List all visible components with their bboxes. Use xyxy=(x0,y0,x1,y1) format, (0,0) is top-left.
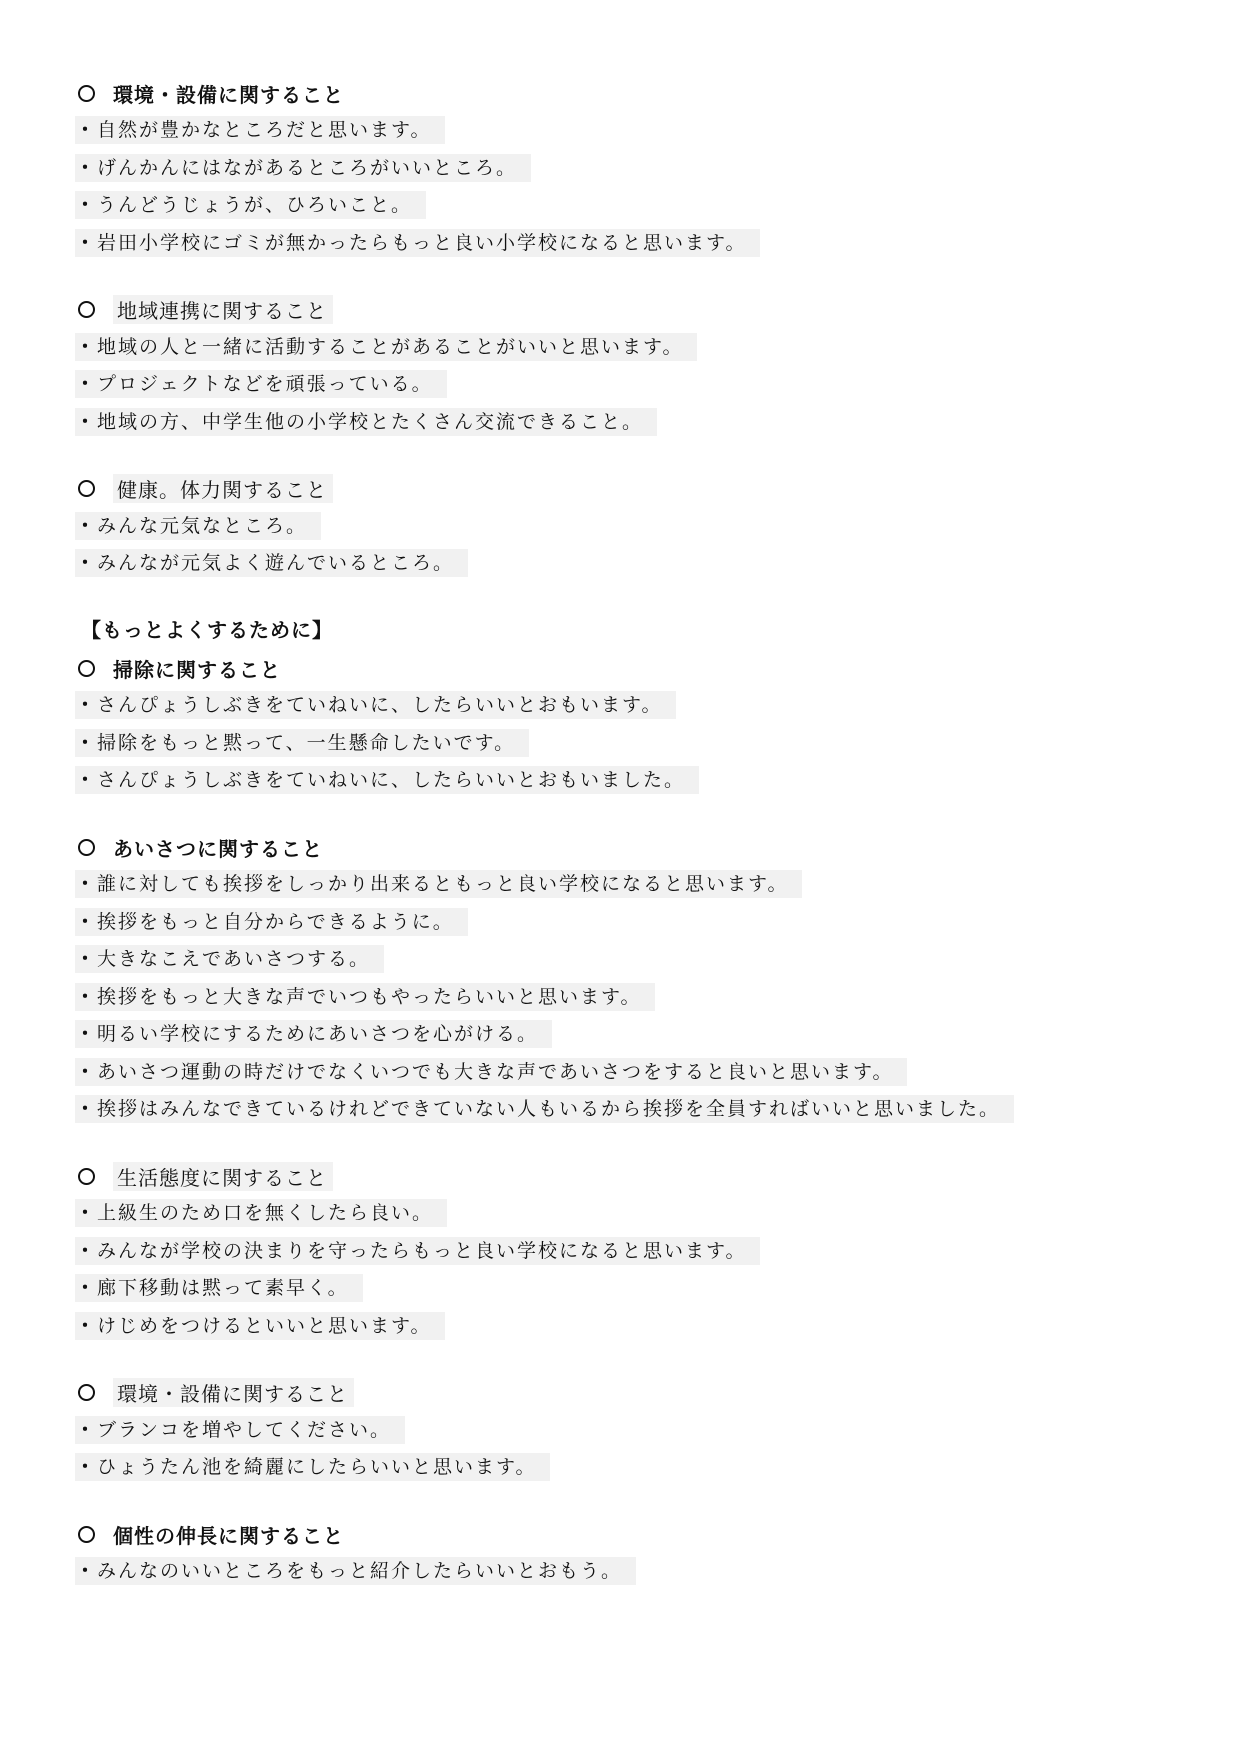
list-item: ・プロジェクトなどを頑張っている。 xyxy=(75,370,1185,398)
bullet-icon: ・ xyxy=(75,231,97,254)
bullet-icon: ・ xyxy=(75,1314,97,1337)
bullet-icon: ・ xyxy=(75,731,97,754)
bullet-icon: ・ xyxy=(75,410,97,433)
bullet-icon: ・ xyxy=(75,910,97,933)
list-item: ・うんどうじょうが、ひろいこと。 xyxy=(75,191,1185,219)
list-item: ・ブランコを増やしてください。 xyxy=(75,1416,1185,1444)
circle-icon xyxy=(78,1526,95,1543)
list-item: ・みんな元気なところ。 xyxy=(75,512,1185,540)
improve-heading: 【もっとよくするために】 xyxy=(81,618,333,642)
bullet-icon: ・ xyxy=(75,1060,97,1083)
bullet-icon: ・ xyxy=(75,873,97,895)
section-title: 環境・設備に関すること xyxy=(113,82,344,107)
list-item: ・明るい学校にするためにあいさつを心がける。 xyxy=(75,1020,1185,1048)
list-item: ・みんなのいいところをもっと紹介したらいいとおもう。 xyxy=(75,1557,1185,1585)
section-cleaning xyxy=(75,653,1185,794)
bullet-icon: ・ xyxy=(75,156,97,179)
bullet-icon: ・ xyxy=(75,552,97,574)
bullet-icon: ・ xyxy=(75,119,97,141)
bullet-icon: ・ xyxy=(75,335,97,358)
section-title: 掃除に関すること xyxy=(113,657,281,682)
section-heading xyxy=(75,832,1185,862)
section-heading xyxy=(75,295,1185,325)
bullet-icon: ・ xyxy=(75,373,97,395)
section-environment-improve xyxy=(75,1378,1185,1482)
section-greeting xyxy=(75,832,1185,1123)
section-community xyxy=(75,295,1185,436)
circle-icon xyxy=(78,1384,95,1401)
section-health xyxy=(75,474,1185,578)
section-title: 地域連携に関すること xyxy=(113,295,333,324)
section-heading xyxy=(75,474,1185,504)
bullet-icon: ・ xyxy=(75,769,97,791)
circle-icon xyxy=(78,85,95,102)
section-heading xyxy=(75,78,1185,108)
section-heading xyxy=(75,1378,1185,1408)
section-heading xyxy=(75,1519,1185,1549)
section-heading xyxy=(75,653,1185,683)
bullet-icon: ・ xyxy=(75,1239,97,1262)
section-title: 生活態度に関すること xyxy=(113,1162,333,1191)
circle-icon xyxy=(78,301,95,318)
list-item: ・大きなこえであいさつする。 xyxy=(75,945,1185,973)
bullet-icon: ・ xyxy=(75,514,97,537)
circle-icon xyxy=(78,480,95,497)
list-item: ・挨拶をもっと自分からできるように。 xyxy=(75,908,1185,936)
section-heading xyxy=(75,1161,1185,1191)
list-item: ・廊下移動は黙って素早く。 xyxy=(75,1274,1185,1302)
list-item: ・上級生のため口を無くしたら良い。 xyxy=(75,1199,1185,1227)
list-item: ・さんぴょうしぶきをていねいに、したらいいとおもいました。 xyxy=(75,766,1185,794)
list-item: ・さんぴょうしぶきをていねいに、したらいいとおもいます。 xyxy=(75,691,1185,719)
bullet-icon: ・ xyxy=(75,1456,97,1478)
bullet-icon: ・ xyxy=(75,1418,97,1441)
list-item: ・みんなが元気よく遊んでいるところ。 xyxy=(75,549,1185,577)
circle-icon xyxy=(78,1168,95,1185)
list-item: ・ひょうたん池を綺麗にしたらいいと思います。 xyxy=(75,1453,1185,1481)
bullet-icon: ・ xyxy=(75,1098,97,1120)
section-title: 健康。体力関すること xyxy=(113,474,333,503)
list-item: ・掃除をもっと黙って、一生懸命したいです。 xyxy=(75,729,1185,757)
bullet-icon: ・ xyxy=(75,1277,97,1299)
list-item: ・地域の人と一緒に活動することがあることがいいと思います。 xyxy=(75,333,1185,361)
section-environment xyxy=(75,78,1185,257)
bullet-icon: ・ xyxy=(75,1023,97,1045)
bullet-icon: ・ xyxy=(75,985,97,1008)
bullet-icon: ・ xyxy=(75,1202,97,1224)
list-item: ・挨拶はみんなできているけれどできていない人もいるから挨拶を全員すればいいと思いました。 xyxy=(75,1095,1185,1123)
bullet-icon: ・ xyxy=(75,1560,97,1582)
document-page xyxy=(75,78,1185,1623)
bullet-icon: ・ xyxy=(75,194,97,216)
section-behavior xyxy=(75,1161,1185,1340)
bullet-icon: ・ xyxy=(75,694,97,716)
bullet-icon: ・ xyxy=(75,948,97,970)
circle-icon xyxy=(78,839,95,856)
list-item: ・誰に対しても挨拶をしっかり出来るともっと良い学校になると思います。 xyxy=(75,870,1185,898)
section-title: 個性の伸長に関すること xyxy=(113,1523,344,1548)
list-item: ・あいさつ運動の時だけでなくいつでも大きな声であいさつをすると良いと思います。 xyxy=(75,1058,1185,1086)
section-title: あいさつに関すること xyxy=(113,836,323,861)
list-item: ・げんかんにはながあるところがいいところ。 xyxy=(75,154,1185,182)
section-title: 環境・設備に関すること xyxy=(113,1378,354,1407)
section-individuality xyxy=(75,1519,1185,1585)
list-item: ・けじめをつけるといいと思います。 xyxy=(75,1312,1185,1340)
list-item: ・自然が豊かなところだと思います。 xyxy=(75,116,1185,144)
list-item: ・挨拶をもっと大きな声でいつもやったらいいと思います。 xyxy=(75,983,1185,1011)
circle-icon xyxy=(78,660,95,677)
list-item: ・みんなが学校の決まりを守ったらもっと良い学校になると思います。 xyxy=(75,1237,1185,1265)
list-item: ・岩田小学校にゴミが無かったらもっと良い小学校になると思います。 xyxy=(75,229,1185,257)
list-item: ・地域の方、中学生他の小学校とたくさん交流できること。 xyxy=(75,408,1185,436)
